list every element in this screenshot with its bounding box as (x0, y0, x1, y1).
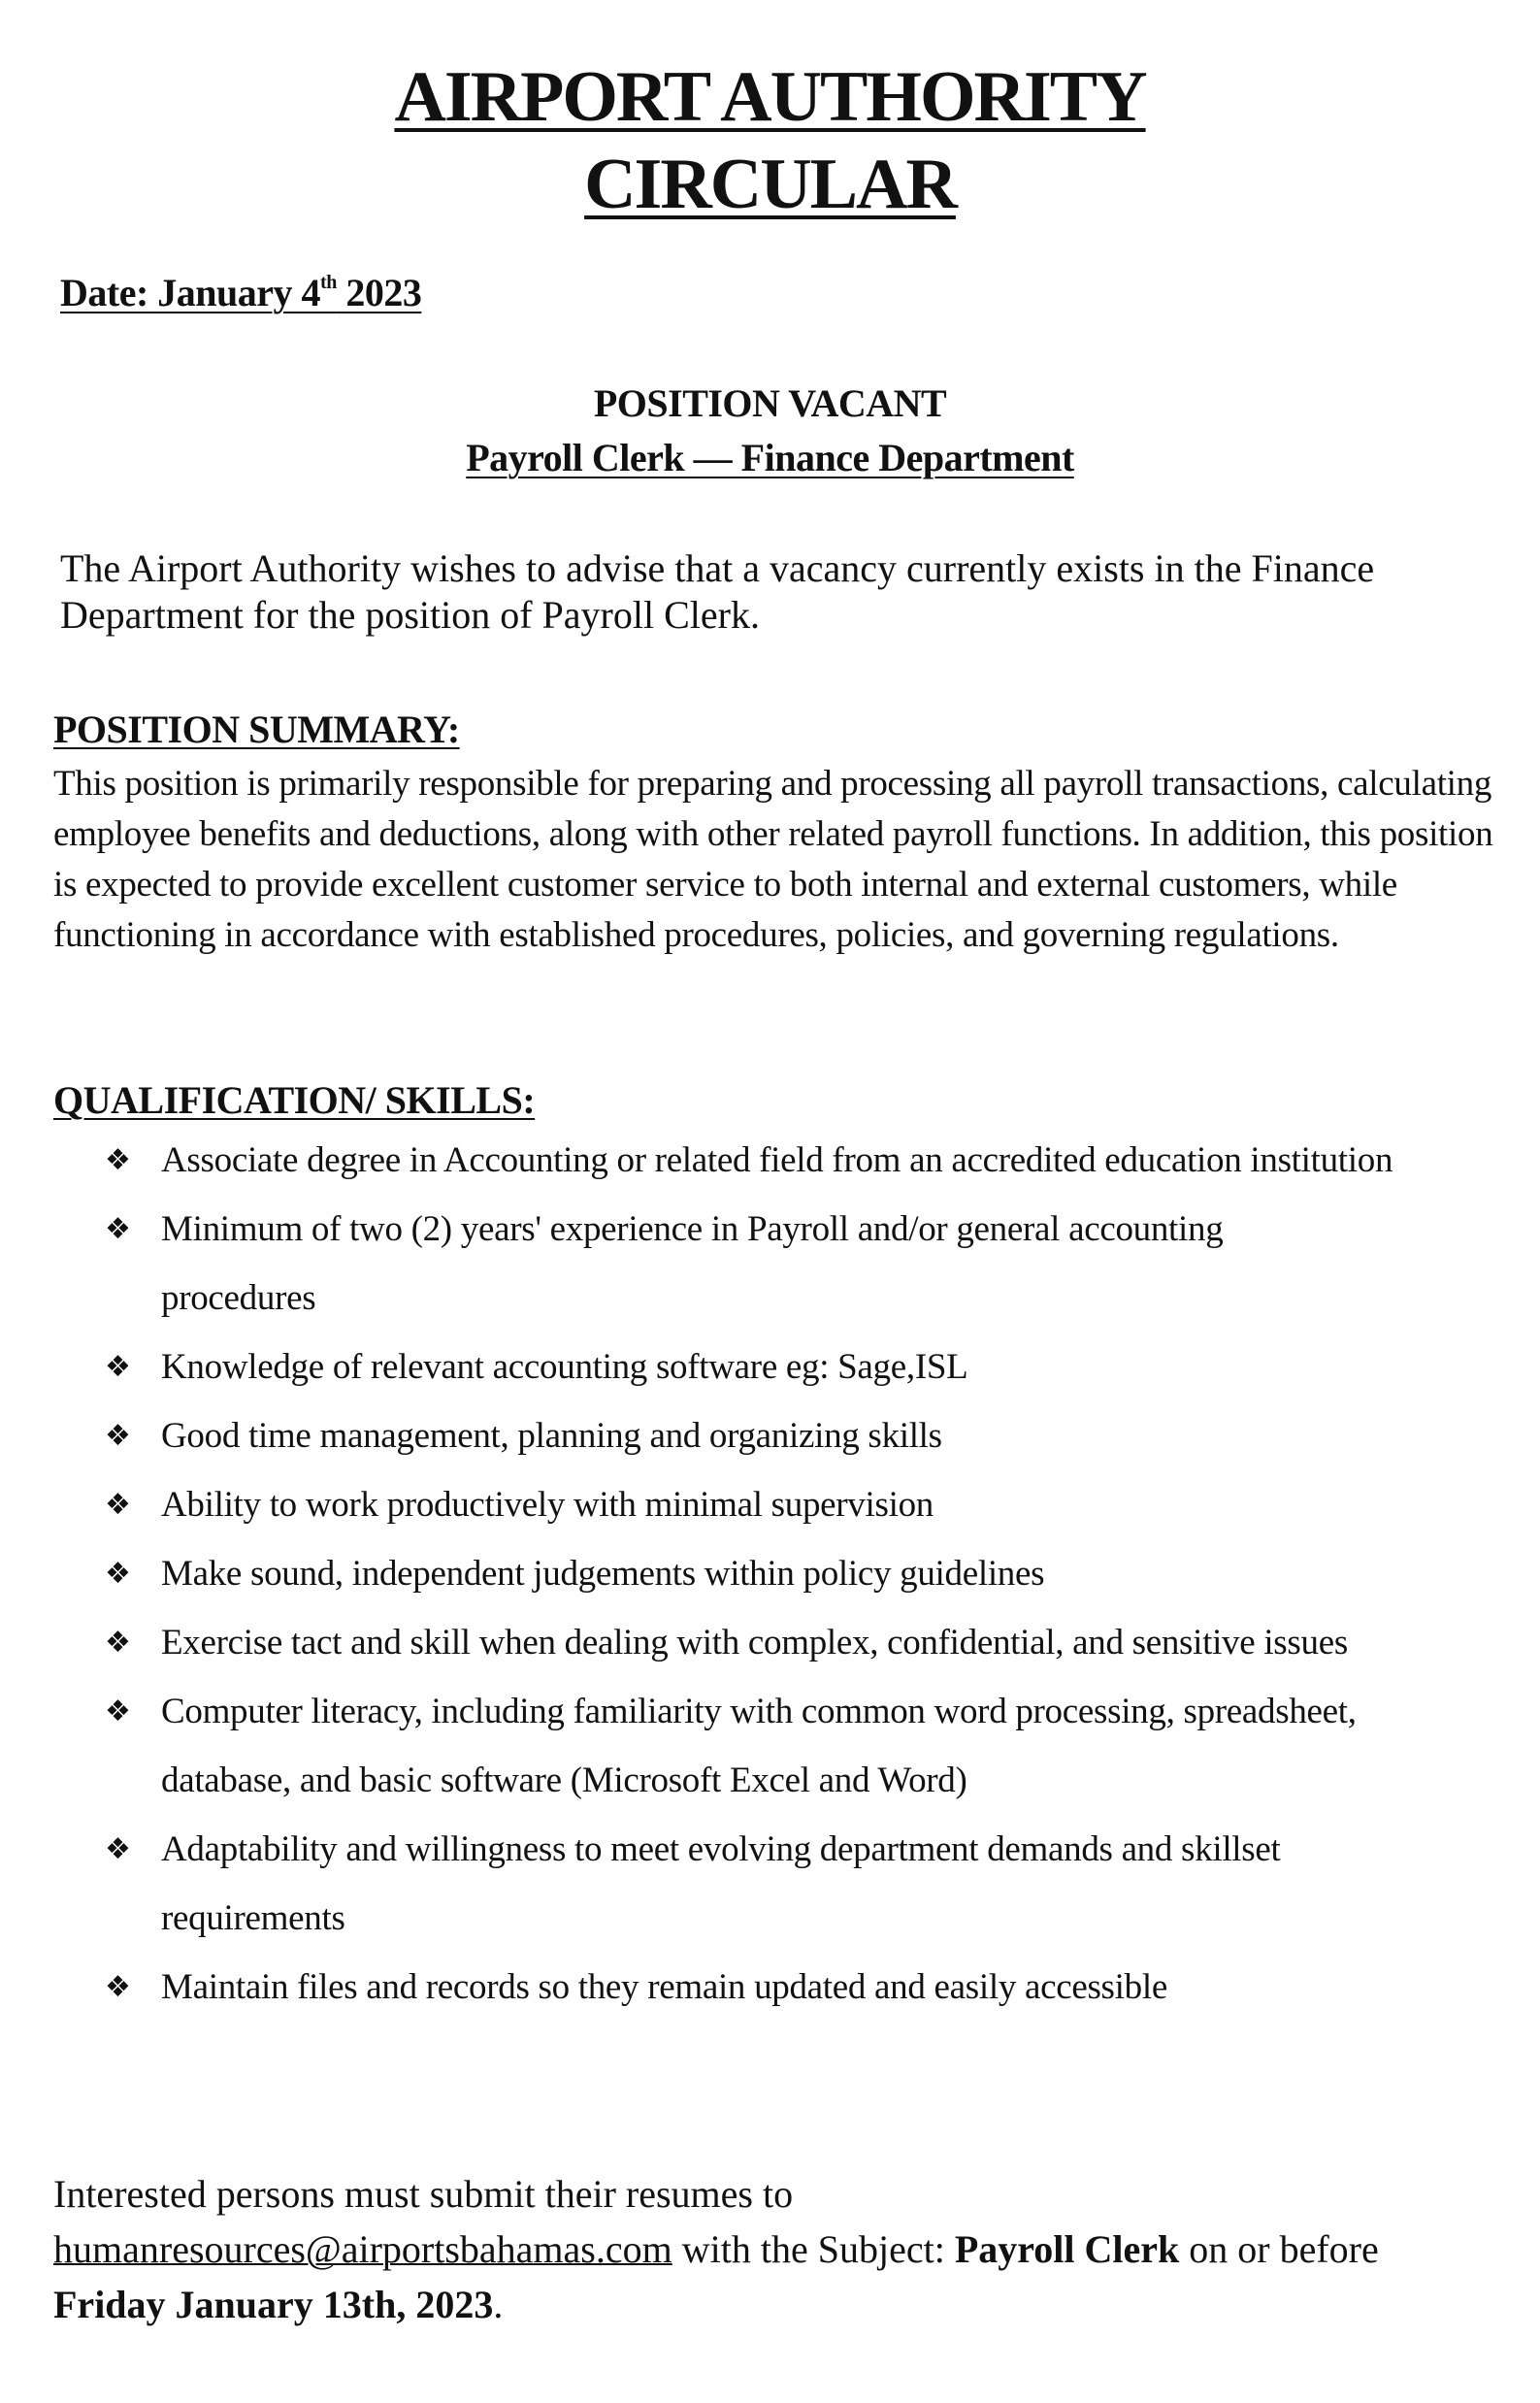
list-item: ❖ Adaptability and willingness to meet evolving department demands and skillset requirements (105, 1815, 1492, 1953)
list-item: ❖ Computer literacy, including familiarity with common word processing, spreadsheet, database, and basic software (Microsoft Excel and Word) (105, 1677, 1492, 1815)
list-item: ❖ Good time management, planning and organizing skills (105, 1401, 1492, 1470)
diamond-bullet-icon: ❖ (105, 1695, 131, 1728)
list-item: ❖ Make sound, independent judgements within policy guidelines (105, 1539, 1492, 1608)
diamond-bullet-icon: ❖ (105, 1419, 131, 1453)
subject-line: Payroll Clerk (954, 2227, 1180, 2271)
position-vacant-heading: POSITION VACANT (593, 381, 947, 425)
hr-email-link[interactable]: humanresources@airportsbahamas.com (53, 2227, 672, 2271)
diamond-bullet-icon: ❖ (105, 1350, 131, 1384)
intro-paragraph: The Airport Authority wishes to advise that a vacancy currently exists in the Finance Department for the position of Payroll Clerk. (60, 546, 1375, 637)
list-item: ❖ Exercise tact and skill when dealing with complex, confidential, and sensitive issues (105, 1608, 1492, 1677)
qualifications-list (105, 1126, 1492, 2022)
diamond-bullet-icon: ❖ (105, 1488, 131, 1522)
diamond-bullet-icon: ❖ (105, 1212, 131, 1246)
list-item: ❖ Associate degree in Accounting or related field from an accredited education institution (105, 1126, 1492, 1195)
diamond-bullet-icon: ❖ (105, 1143, 131, 1177)
list-item: ❖ Knowledge of relevant accounting software eg: Sage,ISL (105, 1333, 1492, 1401)
qualifications-heading: QUALIFICATION/ SKILLS: (53, 1078, 536, 1122)
application-instructions: Interested persons must submit their resumes to humanresources@airportsbahamas.com with the Subject: Payroll Clerk on or before Friday January 13th, 2023. (53, 2172, 1379, 2326)
title-line-2: CIRCULAR (584, 145, 956, 224)
position-title: Payroll Clerk — Finance Department (466, 436, 1074, 479)
list-item: ❖ Ability to work productively with minimal supervision (105, 1470, 1492, 1539)
list-item: ❖ Maintain files and records so they remain updated and easily accessible (105, 1953, 1492, 2022)
position-summary-heading: POSITION SUMMARY: (53, 708, 460, 751)
circular-date: Date: January 4th 2023 (60, 271, 422, 314)
position-summary-text: This position is primarily responsible for preparing and processing all payroll transactions, calculating employee benefits and deductions, along with other related payroll functions. In addition, this position is expected to provide excellent customer service to both internal and external customers, while functioning in accordance with established procedures, policies, and governing regulations. (53, 764, 1493, 955)
list-item: ❖ Minimum of two (2) years' experience in Payroll and/or general accounting procedures (105, 1195, 1492, 1333)
title-line-1: AIRPORT AUTHORITY (394, 57, 1146, 137)
diamond-bullet-icon: ❖ (105, 1626, 131, 1660)
diamond-bullet-icon: ❖ (105, 1970, 131, 2004)
diamond-bullet-icon: ❖ (105, 1832, 131, 1866)
deadline-date: Friday January 13th, 2023 (53, 2283, 494, 2326)
diamond-bullet-icon: ❖ (105, 1557, 131, 1591)
